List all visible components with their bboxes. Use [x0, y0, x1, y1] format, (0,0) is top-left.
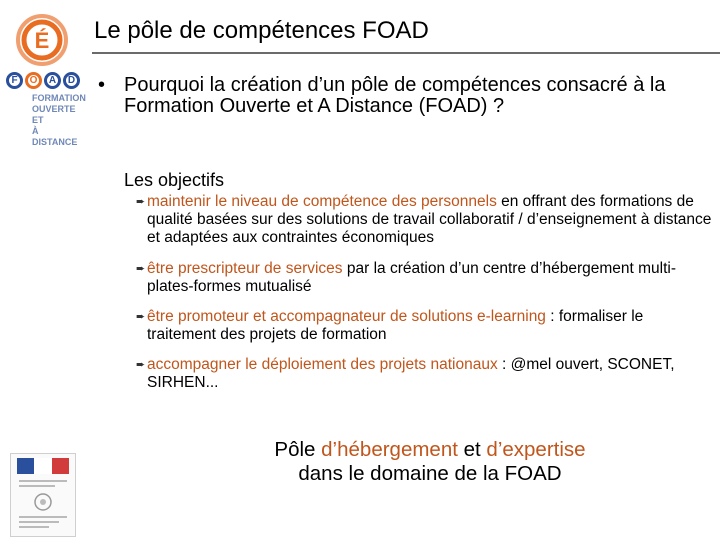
- arrow-bullet-icon: ➨: [136, 311, 146, 323]
- ministry-text-line: [19, 480, 67, 482]
- objective-highlight: être promoteur et accompagnateur de solutions e-learning: [147, 308, 546, 325]
- objective-highlight: accompagner le déploiement des projets nationaux: [147, 356, 498, 373]
- ministry-logo: [10, 453, 76, 537]
- main-bullet-text: Pourquoi la création d’un pôle de compétences consacré à la Formation Ouverte et A Distance (FOAD) ?: [124, 74, 666, 117]
- objective-item: [136, 260, 716, 296]
- conclusion: [200, 438, 660, 486]
- e-logo-icon: [14, 12, 70, 68]
- conclusion-text: et: [457, 438, 487, 461]
- foad-letter-a: A: [44, 72, 61, 89]
- ministry-text-line: [19, 485, 55, 487]
- marianne-logo: [17, 458, 69, 474]
- objective-text: par la création d’un centre d’hébergement multi-plates-formes mutualisé: [147, 260, 676, 295]
- arrow-bullet-icon: ➨: [136, 263, 146, 275]
- ministry-emblem-icon: [31, 492, 55, 512]
- arrow-bullet-icon: ➨: [136, 359, 146, 371]
- foad-letters: [6, 72, 86, 89]
- foad-letter-d: D: [63, 72, 80, 89]
- objective-text: : formaliser le traitement des projets de formation: [147, 308, 644, 343]
- objective-item: [136, 308, 716, 344]
- foad-logo: [6, 72, 86, 148]
- objective-item: [136, 356, 716, 392]
- ministry-text-line: [19, 521, 59, 523]
- foad-letter-o: O: [25, 72, 42, 89]
- logo-sidebar: [0, 0, 86, 540]
- bullet-marker: •: [98, 74, 106, 96]
- objective-highlight: maintenir le niveau de compétence des personnels: [147, 193, 497, 210]
- ministry-text-line: [19, 526, 49, 528]
- objective-item: [136, 193, 716, 247]
- objectives-heading: Les objectifs: [124, 170, 225, 190]
- conclusion-highlight: d’hébergement: [321, 438, 458, 461]
- foad-subtitle: [32, 93, 86, 148]
- conclusion-line-2: dans le domaine de la FOAD: [298, 462, 562, 485]
- objective-text: : @mel ouvert, SCONET, SIRHEN...: [147, 356, 675, 391]
- foad-subtitle-line: FORMATION: [32, 93, 86, 103]
- arrow-bullet-icon: ➨: [136, 196, 146, 208]
- conclusion-highlight: d’expertise: [486, 438, 586, 461]
- foad-subtitle-line: À DISTANCE: [32, 126, 78, 147]
- foad-subtitle-line: OUVERTE ET: [32, 104, 76, 125]
- e-logo-letter: É: [34, 28, 50, 53]
- main-bullet: [98, 75, 698, 117]
- slide-title: Le pôle de compétences FOAD: [94, 17, 429, 44]
- title-divider: [92, 52, 720, 54]
- conclusion-text: Pôle: [274, 438, 322, 461]
- objective-text: en offrant des formations de qualité basées sur des solutions de travail collaboratif / d’enseignement à distance et adaptées aux contraintes économiques: [147, 193, 712, 246]
- ministry-text-line: [19, 516, 67, 518]
- objective-highlight: être prescripteur de services: [147, 260, 343, 277]
- conclusion-line-1: [200, 438, 660, 462]
- foad-letter-f: F: [6, 72, 23, 89]
